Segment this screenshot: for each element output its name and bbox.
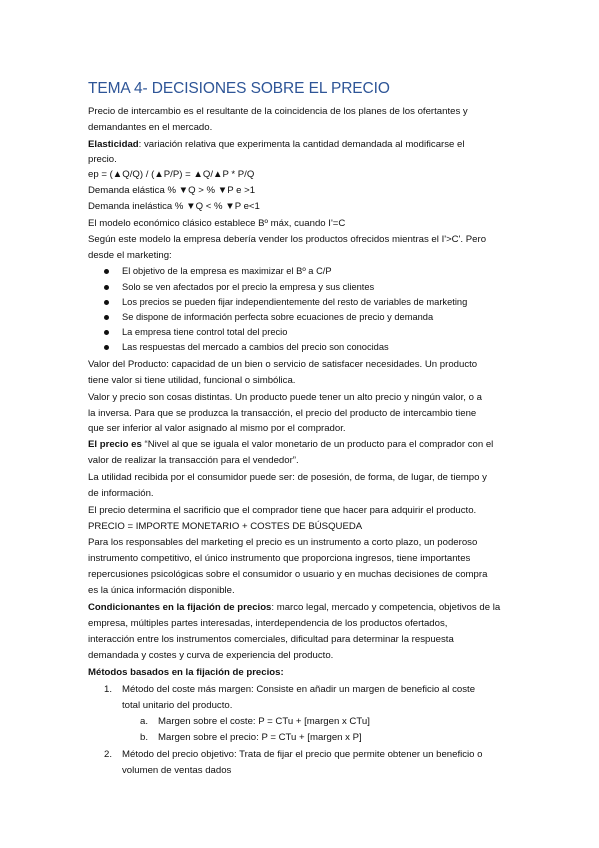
bullet-icon (104, 285, 109, 290)
paragraph-line: Valor del Producto: capacidad de un bien o servicio de satisfacer necesidades. Un producto (88, 359, 478, 370)
paragraph-line: que ser inferior al valor asignado al mismo por el comprador. (88, 423, 346, 434)
bullet-icon (104, 269, 109, 274)
list-item: volumen de ventas dados (122, 765, 232, 776)
paragraph-line: Valor y precio son cosas distintas. Un producto puede tener un alto precio y ningún valor, o a (88, 392, 482, 403)
bullet-icon (104, 315, 109, 320)
paragraph-line: El precio determina el sacrificio que el comprador tiene que hacer para adquirir el producto. (88, 505, 477, 516)
term-precio: El precio es (88, 439, 142, 450)
paragraph-line: La utilidad recibida por el consumidor puede ser: de posesión, de forma, de lugar, de tiempo y (88, 472, 487, 483)
bullet-icon (104, 300, 109, 305)
paragraph-line: desde el marketing: (88, 250, 172, 261)
paragraph-line: la inversa. Para que se produzca la transacción, el precio del producto de intercambio tiene (88, 408, 477, 419)
formula-line: Demanda inelástica % ▼Q < % ▼P e<1 (88, 201, 260, 212)
paragraph-line: precio. (88, 154, 117, 165)
bullet-icon (104, 345, 109, 350)
term-condicionantes: Condicionantes en la fijación de precios (88, 602, 272, 613)
list-number: 1. (104, 684, 113, 695)
paragraph-line: interacción entre los instrumentos comerciales, dificultad para determinar la respuesta (88, 634, 454, 645)
paragraph-line: El modelo económico clásico establece Bº máx, cuando I'=C (88, 218, 346, 229)
document-title: TEMA 4- DECISIONES SOBRE EL PRECIO (88, 80, 390, 97)
sublist-letter: a. (140, 716, 149, 727)
paragraph-line: es la única información disponible. (88, 585, 235, 596)
paragraph-line: Precio de intercambio es el resultante de la coincidencia de los planes de los ofertantes y (88, 106, 468, 117)
paragraph-line (88, 600, 518, 616)
paragraph-line: valor de realizar la transacción para el vendedor”. (88, 455, 299, 466)
paragraph-line (88, 437, 518, 453)
formula-line: Demanda elástica % ▼Q > % ▼P e >1 (88, 185, 256, 196)
list-item: Método del precio objetivo: Trata de fijar el precio que permite obtener un beneficio o (122, 749, 483, 760)
list-item: Método del coste más margen: Consiste en añadir un margen de beneficio al coste (122, 684, 476, 695)
section-heading: Métodos basados en la fijación de precios: (88, 667, 284, 678)
document-page: TEMA 4- DECISIONES SOBRE EL PRECIO Precio de intercambio es el resultante de la coincidencia de los planes de los ofertantes y demandantes en el mercado. Elasticidad: variación relativa que experimenta la cantidad demandada al modificarse el precio. ep = (▲Q/Q) / (▲P/P) = ▲Q/▲P * P/Q Demanda elástica % ▼Q > % ▼P e >1 Demanda inelástica % ▼Q < % ▼P e<1 El modelo económico clásico establece Bº máx, cuando I'=C Según este modelo la empresa debería vender los productos ofrecidos mientras el I'>C'. Pero desde el marketing: El objetivo de la empresa es maximizar el Bº a C/P Solo se ven afectados por el precio la empresa y sus clientes Los precios se pueden fijar independientemente del resto de variables de marketing Se dispone de información perfecta sobre ecuaciones de precio y demanda La empresa tiene control total del precio Las respuestas del mercado a cambios del precio son conocidas Valor del Producto: capacidad de un bien o servicio de satisfacer necesidades. Un producto tiene valor si tiene utilidad, funcional o simbólica. Valor y precio son cosas distintas. Un producto puede tener un alto precio y ningún valor, o a la inversa. Para que se produzca la transacción, el precio del producto de intercambio tiene que ser inferior al valor asignado al mismo por el comprador. El precio es “Nivel al que se iguala el valor monetario de un producto para el comprador con el valor de realizar la transacción para el vendedor”. La utilidad recibida por el consumidor puede ser: de posesión, de forma, de lugar, de tiempo y de información. El precio determina el sacrificio que el comprador tiene que hacer para adquirir el producto. PRECIO = IMPORTE MONETARIO + COSTES DE BÚSQUEDA Para los responsables del marketing el precio es un instrumento a corto plazo, un poderoso instrumento competitivo, el único instrumento que proporciona ingresos, tiene importantes repercusiones psicológicas sobre el consumidor o usuario y en muchas decisiones de compra es la única información disponible. Condicionantes en la fijación de precios: marco legal, mercado y competencia, objetivos de la empresa, múltiples partes interesadas, interdependencia de los productos ofertados, interacción entre los instrumentos comerciales, dificultad para determinar la respuesta demandada y costes y curva de experiencia del producto. Métodos basados en la fijación de precios: 1. Método del coste más margen: Consiste en añadir un margen de beneficio al coste total unitario del producto. a. Margen sobre el coste: P = CTu + [margen x CTu] b. Margen sobre el precio: P = CTu + [margen x P] 2. Método del precio objetivo: Trata de fijar el precio que permite obtener un beneficio o volumen de ventas dados (0, 0, 599, 848)
paragraph-line: demandantes en el mercado. (88, 122, 213, 133)
sublist-item: Margen sobre el precio: P = CTu + [margen x P] (158, 732, 362, 743)
formula-line: ep = (▲Q/Q) / (▲P/P) = ▲Q/▲P * P/Q (88, 169, 255, 180)
definition-text: : marco legal, mercado y competencia, objetivos de la (271, 602, 501, 613)
paragraph-line: empresa, múltiples partes interesadas, interdependencia de los productos ofertados, (88, 618, 448, 629)
paragraph-line: repercusiones psicológicas sobre el consumidor o usuario y en muchas decisiones de compra (88, 569, 488, 580)
definition-text: : variación relativa que experimenta la cantidad demandada al modificarse el (138, 139, 465, 150)
list-number: 2. (104, 749, 113, 760)
paragraph-line: Para los responsables del marketing el precio es un instrumento a corto plazo, un poderoso (88, 537, 478, 548)
definition-text: “Nivel al que se iguala el valor monetario de un producto para el comprador con el (141, 439, 494, 450)
paragraph-line: de información. (88, 488, 154, 499)
paragraph-line: demandada y costes y curva de experiencia del producto. (88, 650, 334, 661)
formula-line: PRECIO = IMPORTE MONETARIO + COSTES DE BÚSQUEDA (88, 521, 363, 532)
term-elasticidad: Elasticidad (88, 139, 139, 150)
paragraph-line: tiene valor si tiene utilidad, funcional o simbólica. (88, 375, 296, 386)
paragraph-line: Según este modelo la empresa debería vender los productos ofrecidos mientras el I'>C'. Pero (88, 234, 487, 245)
sublist-item: Margen sobre el coste: P = CTu + [margen x CTu] (158, 716, 370, 727)
list-item: total unitario del producto. (122, 700, 233, 711)
sublist-letter: b. (140, 732, 149, 743)
paragraph-line: instrumento competitivo, el único instrumento que proporciona ingresos, tiene importantes (88, 553, 471, 564)
paragraph-line (88, 137, 518, 153)
bullet-icon (104, 330, 109, 335)
